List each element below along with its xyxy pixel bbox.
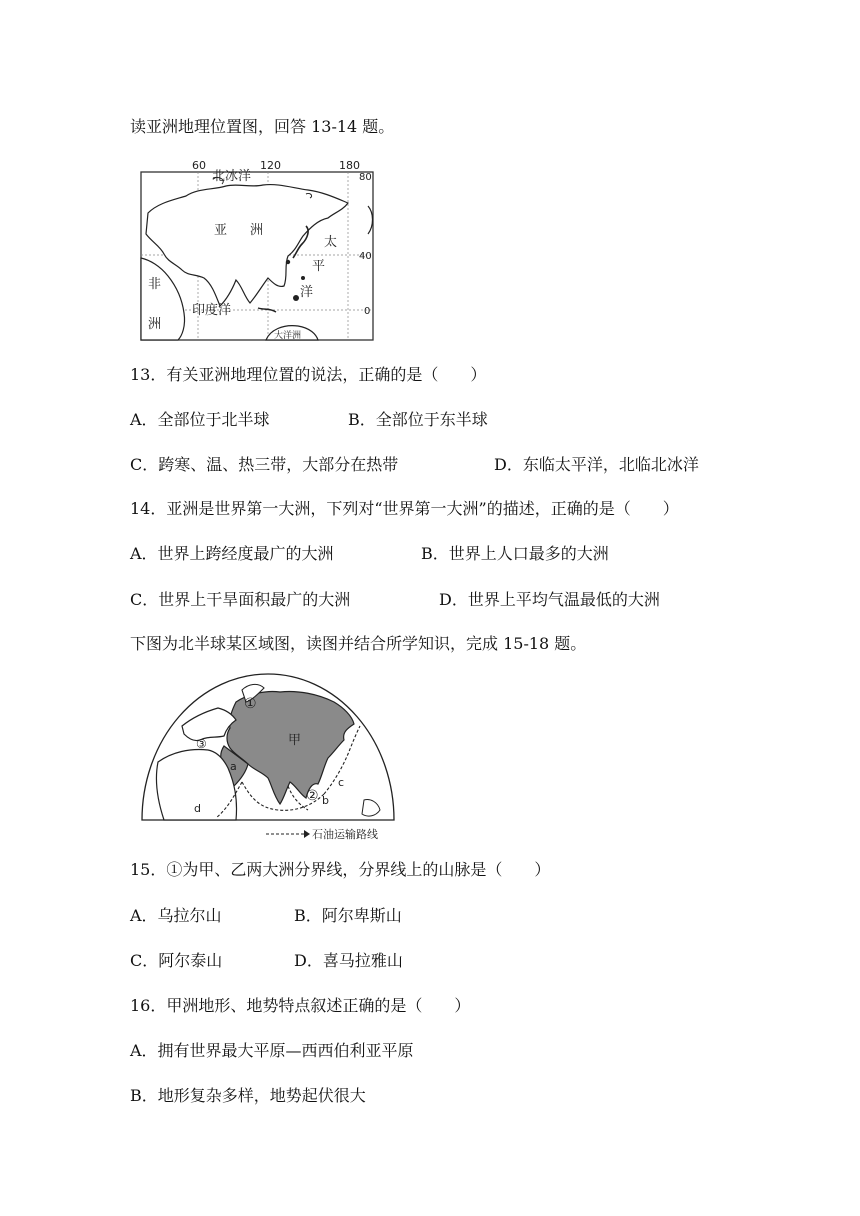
q14-option-d: D．世界上平均气温最低的大洲 [439, 590, 660, 609]
map2-mark-1: ① [244, 696, 257, 712]
q16-option-a: A．拥有世界最大平原—西西伯利亚平原 [130, 1041, 414, 1060]
q13-option-b: B．全部位于东半球 [348, 410, 488, 429]
map2-jia-label: 甲 [288, 733, 302, 748]
map1-tick-40: 40 [359, 251, 372, 262]
intro-text-2: 下图为北半球某区域图，读图并结合所学知识，完成 15-18 题。 [130, 634, 587, 653]
q13-option-d: D．东临太平洋，北临北冰洋 [494, 455, 699, 474]
map1-tick-120: 120 [260, 159, 281, 172]
intro-text-1: 读亚洲地理位置图，回答 13-14 题。 [130, 117, 395, 136]
map1-pacific-label-1: 太 [324, 235, 338, 250]
q14-stem: 14．亚洲是世界第一大洲，下列对“世界第一大洲”的描述，正确的是（ ） [130, 499, 679, 518]
map1-tick-180: 180 [339, 159, 360, 172]
map2-mark-3: ③ [196, 737, 207, 751]
northern-hemisphere-region-map [138, 672, 398, 844]
asia-location-map [138, 158, 378, 344]
q14-option-a: A．世界上跨经度最广的大洲 [130, 544, 334, 563]
q14-option-b: B．世界上人口最多的大洲 [421, 544, 609, 563]
q14-option-c: C．世界上干旱面积最广的大洲 [130, 590, 351, 609]
map1-asia-label-2: 洲 [250, 223, 264, 238]
map1-tick-0: 0 [364, 306, 371, 317]
map1-indian-label: 印度洋 [192, 303, 232, 318]
map1-pacific-label-2: 平 [312, 259, 326, 274]
map2-label-d: d [194, 802, 201, 815]
map2-legend-label: 石油运输路线 [312, 828, 378, 841]
q13-stem: 13．有关亚洲地理位置的说法，正确的是（ ） [130, 365, 487, 384]
q16-stem: 16．甲洲地形、地势特点叙述正确的是（ ） [130, 996, 471, 1015]
q13-option-c: C．跨寒、温、热三带，大部分在热带 [130, 455, 399, 474]
q15-option-b: B．阿尔卑斯山 [294, 906, 402, 925]
map2-mark-2: ② [306, 788, 319, 804]
q15-option-c: C．阿尔泰山 [130, 951, 223, 970]
q15-stem: 15．①为甲、乙两大洲分界线，分界线上的山脉是（ ） [130, 860, 551, 879]
map1-oceania-label: 大洋洲 [274, 331, 302, 341]
q13-option-a: A．全部位于北半球 [130, 410, 270, 429]
q16-option-b: B．地形复杂多样，地势起伏很大 [130, 1086, 366, 1105]
map1-africa-label-2: 洲 [148, 317, 162, 332]
q15-option-d: D．喜马拉雅山 [294, 951, 403, 970]
map2-label-c: c [338, 776, 345, 789]
map1-pacific-label-3: 洋 [300, 285, 314, 300]
map1-arctic-label: 北冰洋 [212, 169, 252, 184]
map2-label-b: b [322, 794, 329, 807]
map2-label-a: a [230, 760, 237, 773]
map1-tick-60: 60 [192, 159, 206, 172]
map1-tick-80: 80 [359, 172, 372, 183]
map1-africa-label-1: 非 [148, 277, 162, 292]
map1-asia-label-1: 亚 [214, 223, 228, 238]
q15-option-a: A．乌拉尔山 [130, 906, 222, 925]
